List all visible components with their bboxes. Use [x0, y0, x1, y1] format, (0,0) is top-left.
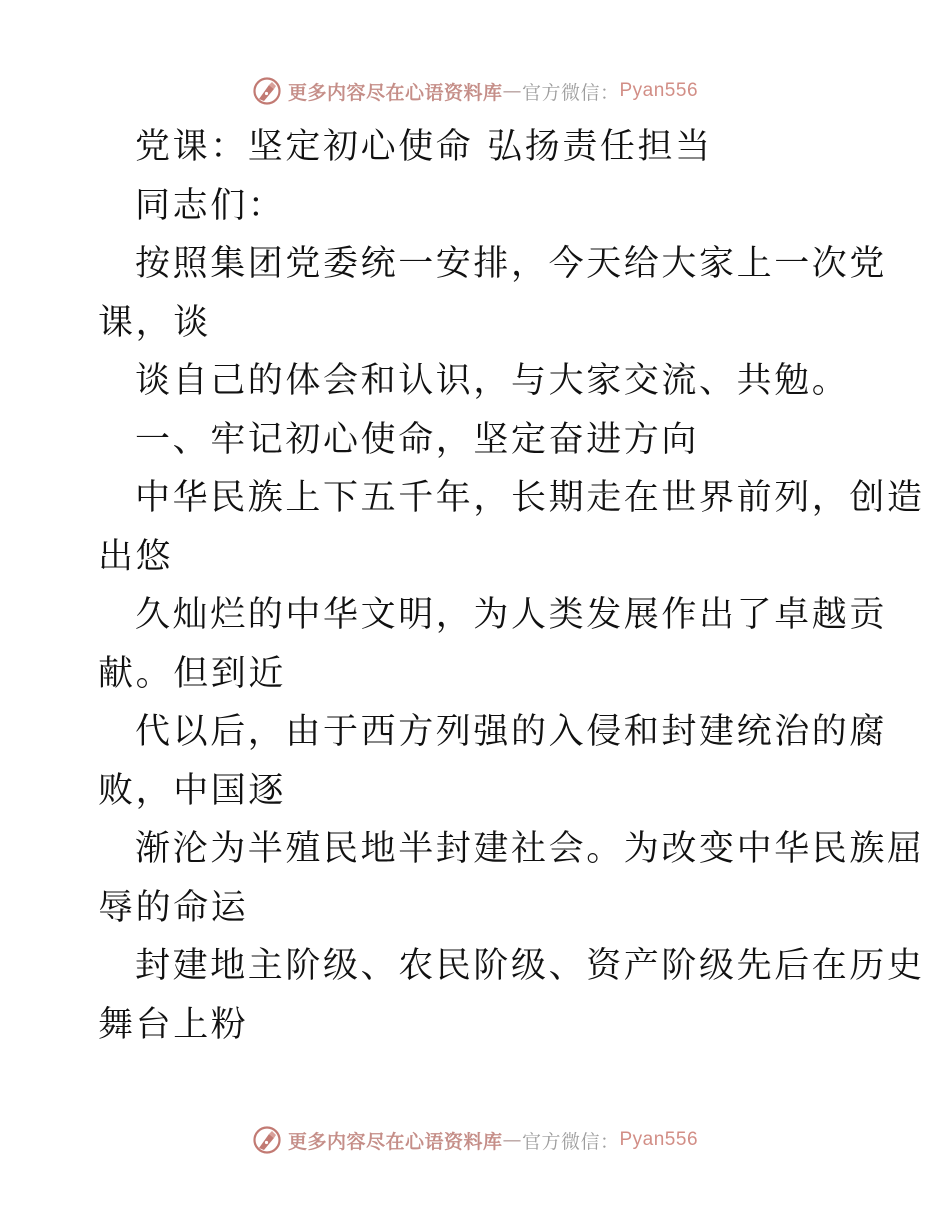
watermark-brand: 更多内容尽在心语资料库	[287, 81, 503, 104]
pen-nib-circle-icon	[252, 1125, 282, 1155]
text-line: 同志们：	[135, 185, 286, 226]
text-line: 败，中国逐	[98, 770, 287, 811]
watermark-wechat-id: Pyan556	[619, 80, 699, 101]
text-line: 久灿烂的中华文明，为人类发展作出了卓越贡	[135, 595, 888, 635]
text-line: 课，谈	[98, 302, 211, 343]
text-line: 中华民族上下五千年，长期走在世界前列，创造	[135, 478, 925, 518]
watermark-label: 官方微信：	[521, 81, 620, 104]
document-body	[98, 118, 925, 1054]
watermark-dash: —	[502, 1129, 522, 1151]
watermark-label: 官方微信：	[521, 1130, 620, 1153]
text-line: 出悠	[98, 536, 174, 577]
document-title: 党课：坚定初心使命 弘扬责任担当	[135, 127, 713, 167]
watermark-brand: 更多内容尽在心语资料库	[287, 1130, 503, 1153]
watermark-wechat-id: Pyan556	[619, 1129, 699, 1150]
text-line: 渐沦为半殖民地半封建社会。为改变中华民族屈	[135, 829, 925, 869]
watermark-dash: —	[502, 80, 522, 102]
text-line: 辱的命运	[98, 887, 249, 928]
text-line: 封建地主阶级、农民阶级、资产阶级先后在历史	[135, 946, 925, 986]
text-line: 代以后，由于西方列强的入侵和封建统治的腐	[135, 712, 888, 752]
footer-watermark	[0, 1120, 950, 1160]
pen-nib-circle-icon	[252, 76, 282, 106]
text-line: 一、牢记初心使命，坚定奋进方向	[135, 419, 700, 460]
header-watermark	[0, 71, 950, 111]
text-line: 献。但到近	[98, 653, 287, 694]
text-line: 谈自己的体会和认识，与大家交流、共勉。	[135, 361, 850, 401]
text-line: 按照集团党委统一安排，今天给大家上一次党	[135, 244, 888, 284]
text-line: 舞台上粉	[98, 1004, 249, 1045]
